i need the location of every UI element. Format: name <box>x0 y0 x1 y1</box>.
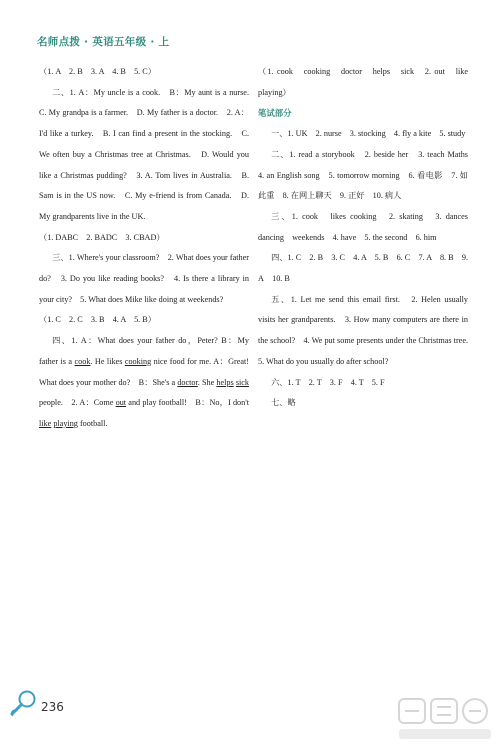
answer-paragraph: 五、1. Let me send this email first. 2. Helen usually visits her grandparents. 3. How many computers are there in the school? 4. We put some presents under the Christmas tree. 5. What do you usually do after school? <box>258 294 477 366</box>
section-heading: 笔试部分 <box>258 108 292 119</box>
answer-line: （1. cook cooking doctor helps sick 2. out like playing） <box>258 67 477 97</box>
text-run: . She <box>197 377 217 387</box>
underlined-word: sick <box>235 377 250 387</box>
text-run: football. <box>77 418 108 428</box>
underlined-word: cooking <box>124 356 152 366</box>
answer-paragraph: 二、1. read a storybook 2. beside her 3. teach Maths 4. an English song 5. tomorrow morning 6. 看电影 7. 如此重 8. 在网上聊天 9. 正好 10. 病人 <box>258 149 477 201</box>
book-header-title: 名师点拨 · 英语五年级 · 上 <box>37 36 170 48</box>
underlined-word: out <box>115 398 127 408</box>
answer-line: （1. DABC 2. BADC 3. CBAD） <box>39 232 165 242</box>
answer-line: （1. A 2. B 3. A 4. B 5. C） <box>39 67 156 76</box>
watermark-logo-icon <box>395 695 495 743</box>
text-run: people. 2. A：Come <box>39 398 116 408</box>
dialogue-paragraph <box>39 331 249 435</box>
answer-paragraph: 二、1. A：My uncle is a cook. B：My aunt is a nurse. C. My grandpa is a farmer. D. My father is a doctor. 2. A：I'd like a turkey. B. I can find a present in the stocking. C. We often buy a Christmas tree at Christmas. D. Would you like a Christmas pudding? 3. A. Tom lives in Australia. B. Sam is in the US now. C. My e-friend is from Canada. D. My grandparents live in the UK. <box>39 87 258 221</box>
right-answer-column <box>258 62 477 414</box>
text-run: nice food for me. A：Great! What does your mother do? B：She's a <box>39 356 250 387</box>
answer-paragraph: 一、1. UK 2. nurse 3. stocking 4. fly a kite 5. study <box>271 129 466 139</box>
underlined-word: doctor <box>177 377 198 387</box>
underlined-word: like <box>39 418 52 428</box>
answer-line: （1. C 2. C 3. B 4. A 5. B） <box>39 315 156 325</box>
text-run: 四、1. A：What does your father do，Peter? B：My father is a <box>39 336 249 366</box>
answer-paragraph: 七、略 <box>271 398 296 408</box>
magnifier-icon <box>8 688 42 718</box>
answer-paragraph: 三、1. cook likes cooking 2. skating 3. dances dancing weekends 4. have 5. the second 6. him <box>258 211 468 242</box>
text-run: and play football! B：No，I don't <box>126 398 249 408</box>
answer-paragraph: 三、1. Where's your classroom? 2. What does your father do? 3. Do you like reading books? 4. Is there a library in your city? 5. What does Mike like doing at weekends? <box>39 253 249 304</box>
underlined-word: playing <box>53 418 78 428</box>
text-run: . He likes <box>90 356 125 366</box>
left-answer-column <box>39 62 258 435</box>
underlined-word: cook <box>74 356 91 366</box>
answer-paragraph: 六、1. T 2. T 3. F 4. T 5. F <box>271 377 385 387</box>
answer-paragraph: 四、1. C 2. B 3. C 4. A 5. B 6. C 7. A 8. B 9. A 10. B <box>258 253 468 284</box>
page-number: 236 <box>41 700 64 714</box>
underlined-word: helps <box>216 377 234 387</box>
